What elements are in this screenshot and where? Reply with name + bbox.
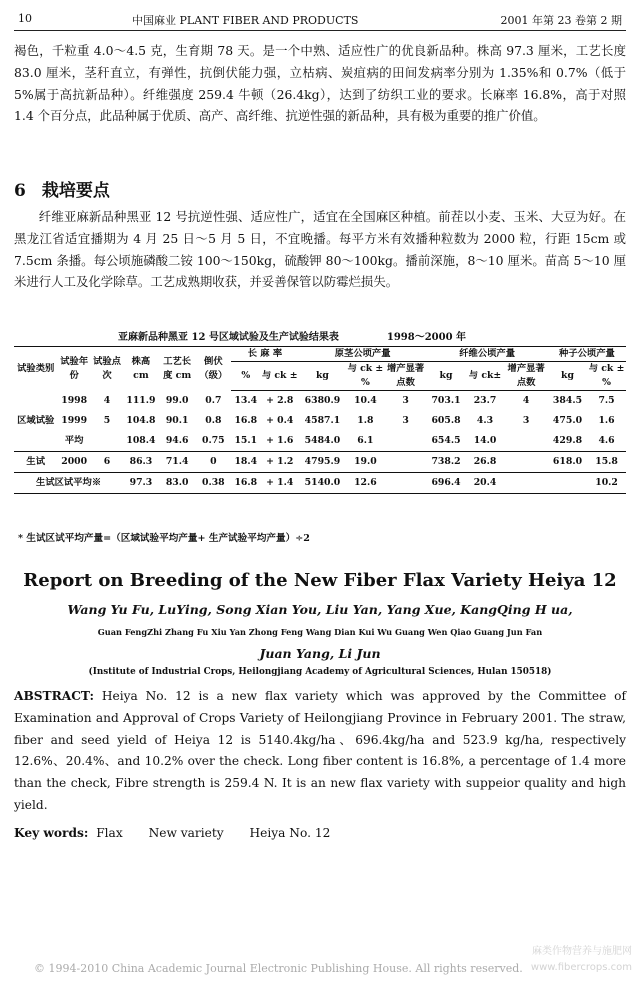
section-heading — [14, 176, 110, 201]
subheader-kg: kg — [299, 362, 346, 391]
table-cell: 14.0 — [473, 435, 497, 446]
table-cell: 6.1 — [357, 435, 374, 446]
table-cell — [91, 431, 123, 452]
table-cell — [504, 452, 547, 473]
table-title: 亚麻新品种黑亚 12 号区域试验及生产试验结果表 — [118, 332, 339, 343]
header-lodging: 倒伏（级） — [196, 347, 231, 391]
table-cell: 0.8 — [205, 415, 222, 426]
table-cell: 0 — [196, 452, 231, 473]
table-cell: 6 — [91, 452, 123, 473]
table-cell: 0.75 — [202, 435, 225, 446]
row-group-label: 区域试验 — [17, 414, 55, 426]
abstract-label: ABSTRACT: — [14, 689, 95, 703]
table-cell: 71.4 — [159, 452, 196, 473]
table-cell: 15.8 — [587, 452, 626, 473]
table-footnote: * 生试区试平均产量=（区域试验平均产量+ 生产试验平均产量）÷2 — [18, 533, 310, 544]
header-long-fiber: 长 麻 率 — [231, 347, 299, 362]
table-cell: 19.0 — [346, 452, 385, 473]
table-cell: 83.0 — [159, 473, 196, 494]
table-cell: 1.8 — [357, 415, 374, 426]
table-cell: 4587.1 — [304, 415, 341, 426]
table-cell: 5140.0 — [299, 473, 346, 494]
table-cell: 1998 — [61, 394, 88, 406]
table-cell: 97.3 — [123, 473, 159, 494]
table-cell — [548, 473, 587, 494]
header-test-type: 试验类别 — [14, 347, 57, 391]
watermark — [531, 944, 632, 976]
table-cell: 16.8 — [231, 473, 260, 494]
table-cell: 15.1 — [234, 435, 258, 446]
table-cell: 23.7 — [473, 395, 497, 406]
table-cell: 13.4 — [234, 395, 258, 406]
table-cell: 618.0 — [548, 452, 587, 473]
table-caption — [118, 328, 466, 343]
table-cell: 4.3 — [476, 415, 494, 426]
abstract — [14, 686, 626, 817]
table-cell: 654.5 — [431, 435, 461, 446]
table-cell: 605.8 — [431, 415, 461, 426]
table-cell: + 2.8 — [266, 395, 294, 406]
table-cell: 0.38 — [196, 473, 231, 494]
authors-line-2: Juan Yang, Li Jun — [259, 646, 381, 661]
table-cell — [504, 473, 547, 494]
subheader-vs-ck: 与 ck ± — [261, 362, 299, 391]
keyword: New variety — [148, 826, 224, 840]
table-cell: 6380.9 — [304, 395, 341, 406]
paragraph-cultivation: 纤维亚麻新品种黑亚 12 号抗逆性强、适应性广，适宜在全国麻区种植。前茬以小麦、玉米、大豆为好。在黑龙江省适宜播期为 4 月 25 日～5 月 5 日，不宜晚播。每平方米有效播种粒数为 2000 粒，行距 15cm 或 7.5cm 条播。每公顷施磷酸二铵 100～150kg，硫酸钾 80～100kg。播前深施，8～10 厘米。苗高 5～10 厘米进行人工及化学除草。工艺成熟期收获，并妥善保管以防霉烂损失。 — [14, 209, 626, 290]
table-cell: 4.6 — [598, 435, 615, 446]
table-cell: 10.2 — [587, 473, 626, 494]
table-cell: 12.6 — [346, 473, 385, 494]
paragraph-variety-traits: 褐色，千粒重 4.0～4.5 克，生育期 78 天。是一个中熟、适应性广的优良新品种。株高 97.3 厘米，工艺长度 83.0 厘米，茎秆直立，有弹性，抗倒伏能力强，立枯病、炭疽病的田间发病率分别为 1.35%和 0.7%（低于 5%属于高抗新品种）。纤维强度 259.4 牛顿（26.4kg），达到了纺织工业的要求。长麻率 16.8%，高于对照 1.4 个百分点，此品种属于优质、高产、高纤维、抗逆性强的新品种，具有极为重要的推广价值。 — [14, 43, 626, 124]
issue-info: 2001 年第 23 卷第 2 期 — [500, 14, 622, 27]
table-cell — [385, 431, 427, 452]
subheader-kg: kg — [548, 362, 587, 391]
table-cell: 94.6 — [165, 435, 189, 446]
table-cell: 108.4 — [126, 435, 156, 446]
table-cell: 703.1 — [431, 395, 461, 406]
table-cell: 86.3 — [123, 452, 159, 473]
table-cell: 2000 — [57, 452, 90, 473]
header-plant-height: 株高 cm — [123, 347, 159, 391]
header-fiber-yield: 纤维公顷产量 — [426, 347, 547, 362]
table-cell: 429.8 — [552, 435, 583, 446]
header-straw-yield: 原茎公顷产量 — [299, 347, 427, 362]
table-cell — [385, 452, 427, 473]
table-cell: 384.5 — [552, 395, 583, 406]
watermark-cn: 麻类作物营养与施肥网 — [532, 946, 632, 957]
results-table — [14, 346, 626, 494]
header-seed-yield: 种子公顷产量 — [548, 347, 626, 362]
table-cell: 16.8 — [234, 415, 258, 426]
table-cell: + 1.6 — [266, 435, 294, 446]
table-cell: 3 — [402, 415, 409, 426]
watermark-url: www.fibercrops.com — [530, 962, 632, 973]
subheader-sig-sites: 增产显著点数 — [504, 362, 547, 391]
table-cell: 738.2 — [426, 452, 465, 473]
authors-pinyin: Guan FengZhi Zhang Fu Xiu Yan Zhong Feng Wang Dian Kui Wu Guang Wen Qiao Guang Jun Fan — [97, 627, 543, 637]
table-cell: 0.7 — [205, 394, 222, 406]
section-number: 6 — [14, 181, 26, 201]
english-title: Report on Breeding of the New Fiber Flax Variety Heiya 12 — [23, 570, 617, 591]
table-cell: 18.4 — [231, 452, 260, 473]
table-cell — [504, 431, 547, 452]
table-years: 1998～2000 年 — [386, 332, 467, 343]
page-number: 10 — [18, 12, 32, 25]
table-cell: + 1.4 — [261, 473, 299, 494]
header-test-sites: 试验点次 — [91, 347, 123, 391]
subheader-vs-ck-pct: 与 ck ± % — [346, 362, 385, 391]
section-title: 栽培要点 — [41, 181, 110, 201]
table-cell: 5 — [103, 415, 111, 426]
journal-name: 中国麻业 PLANT FIBER AND PRODUCTS — [132, 14, 359, 27]
table-cell: 20.4 — [466, 473, 505, 494]
authors-line: Wang Yu Fu, LuYing, Song Xian You, Liu Yan, Yang Xue, KangQing H ua, — [67, 602, 573, 617]
table-cell: 平均 — [64, 435, 84, 446]
table-cell: 104.8 — [126, 415, 156, 426]
table-cell: 10.4 — [354, 395, 377, 406]
keyword: Flax — [96, 826, 123, 840]
table-cell: 90.1 — [165, 415, 189, 426]
subheader-kg: kg — [426, 362, 465, 391]
table-cell: 475.0 — [552, 415, 583, 426]
table-cell — [385, 473, 427, 494]
subheader-sig-sites: 增产显著点数 — [385, 362, 427, 391]
table-cell: + 1.2 — [261, 452, 299, 473]
row-group-label: 生试 — [14, 452, 57, 473]
table-cell: 1.6 — [598, 415, 615, 426]
copyright-footer: © 1994-2010 China Academic Journal Electronic Publishing House. All rights reserved. — [34, 962, 523, 975]
header-technical-length: 工艺长度 cm — [159, 347, 196, 391]
keywords — [14, 826, 352, 840]
table-cell: 4 — [522, 395, 530, 406]
running-header — [14, 8, 626, 31]
subheader-vs-ck-pct: 与 ck ± % — [587, 362, 626, 391]
table-cell: 99.0 — [165, 394, 189, 406]
table-cell: 4795.9 — [299, 452, 346, 473]
table-cell: 696.4 — [426, 473, 465, 494]
subheader-vs-ck: 与 ck± — [466, 362, 505, 391]
keywords-label: Key words: — [14, 826, 89, 840]
table-cell: 7.5 — [598, 395, 615, 406]
subheader-pct: % — [231, 362, 260, 391]
table-cell: 3 — [402, 395, 409, 406]
table-cell: 26.8 — [466, 452, 505, 473]
table-cell: 4 — [103, 394, 111, 406]
keyword: Heiya No. 12 — [249, 826, 331, 840]
table-cell: 111.9 — [126, 394, 156, 406]
table-cell: 5484.0 — [304, 435, 341, 446]
table-cell: 3 — [522, 415, 530, 426]
table-cell: 1999 — [61, 415, 88, 426]
row-group-label: 生试区试平均※ — [14, 473, 123, 494]
header-test-year: 试验年份 — [57, 347, 90, 391]
abstract-text: Heiya No. 12 is a new flax variety which was approved by the Committee of Examination and Approval of Crops Variety of Heilongjiang Province in February 2001. The straw, fiber and seed yield of Heiya 12 is 5140.4kg/ha、696.4kg/ha and 523.9 kg/ha, respectively 12.6%、20.4%、and 10.2% over the check. Long fiber content is 16.8%, a percentage of 1.4 more than the check, Fibre strength is 259.4 N. It is an new flax variety with suppeior quality and high yield. — [14, 689, 626, 812]
table-cell: + 0.4 — [266, 415, 294, 426]
institute: (Institute of Industrial Crops, Heilongjiang Academy of Agricultural Sciences, Hulan 150518) — [88, 667, 552, 677]
